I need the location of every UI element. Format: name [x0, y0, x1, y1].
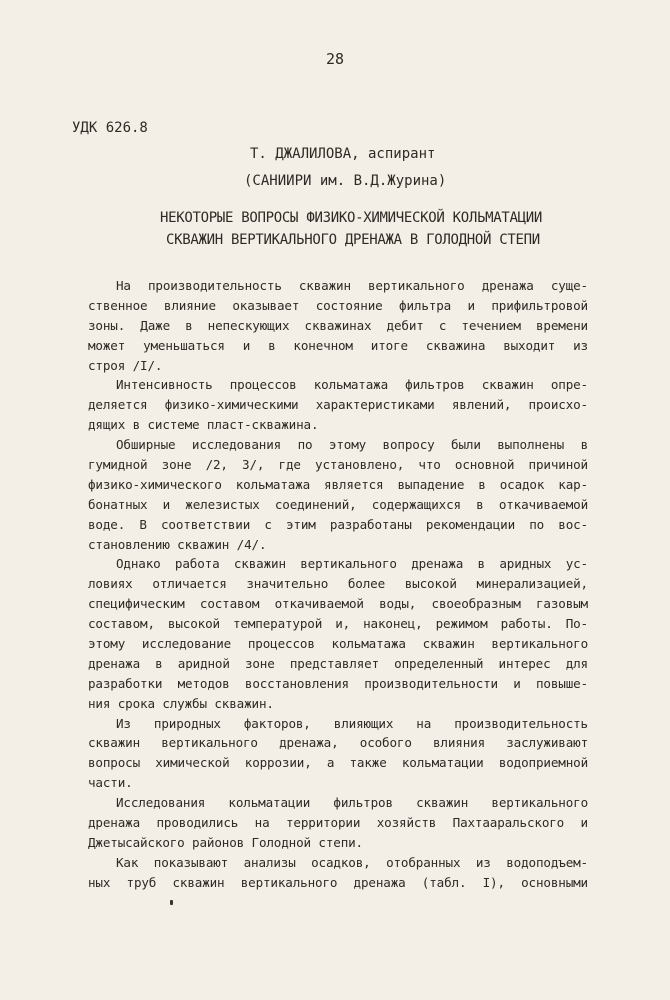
- body-line: дренажа в аридной зоне представляет определенный интерес для: [88, 655, 588, 671]
- affiliation-line: (САНИИРИ им. В.Д.Журина): [244, 173, 447, 189]
- title-line: СКВАЖИН ВЕРТИКАЛЬНОГО ДРЕНАЖА В ГОЛОДНОЙ СТЕПИ: [166, 232, 540, 248]
- body-line: Интенсивность процессов кольматажа фильтров скважин опре-: [116, 377, 588, 393]
- body-line: Джетысайского районов Голодной степи.: [88, 834, 363, 850]
- body-line: дренажа проводились на территории хозяйств Пахтааральского и: [88, 815, 588, 831]
- body-line: ных труб скважин вертикального дренажа (табл. I), основными: [88, 874, 588, 890]
- body-line: бонатных и железистых соединений, содержащихся в откачиваемой: [88, 496, 588, 512]
- body-line: Как показывают анализы осадков, отобранных из водоподъем-: [116, 854, 588, 870]
- body-line: ственное влияние оказывает состояние фильтра и прифильтровой: [88, 297, 588, 313]
- ink-speck: [170, 900, 173, 905]
- body-line: Из природных факторов, влияющих на производительность: [116, 715, 588, 731]
- body-line: дящих в системе пласт-скважина.: [88, 417, 319, 433]
- body-line: деляется физико-химическими характеристиками явлений, происхо-: [88, 397, 588, 413]
- udk-code: УДК 626.8: [72, 120, 148, 136]
- body-line: становлению скважин /4/.: [88, 536, 267, 552]
- author-line: Т. ДЖАЛИЛОВА, аспирант: [250, 146, 436, 162]
- article-body: [88, 276, 588, 893]
- body-line: гумидной зоне /2, 3/, где установлено, что основной причиной: [88, 457, 588, 473]
- body-line: На производительность скважин вертикального дренажа суще-: [116, 278, 588, 293]
- body-line: зоны. Даже в непескующих скважинах дебит с течением времени: [88, 317, 588, 333]
- body-line: скважин вертикального дренажа, особого влияния заслуживают: [88, 735, 588, 751]
- body-line: Исследования кольматации фильтров скважин вертикального: [116, 795, 588, 811]
- body-line: части.: [88, 775, 133, 791]
- body-line: этому исследование процессов кольматажа скважин вертикального: [88, 636, 588, 652]
- body-line: специфическим составом откачиваемой воды, своеобразным газовым: [88, 596, 588, 612]
- body-line: ловиях отличается значительно более высокой минерализацией,: [88, 576, 588, 592]
- body-line: вопросы химической коррозии, а также кольматации водоприемной: [88, 755, 588, 771]
- title-line: НЕКОТОРЫЕ ВОПРОСЫ ФИЗИКО-ХИМИЧЕСКОЙ КОЛЬМАТАЦИИ: [160, 210, 543, 226]
- body-line: составом, высокой температурой и, наконец, режимом работы. По-: [88, 616, 588, 632]
- body-line: Обширные исследования по этому вопросу были выполнены в: [116, 437, 588, 453]
- body-line: может уменьшаться и в конечном итоге скважина выходит из: [88, 337, 588, 353]
- body-line: ния срока службы скважин.: [88, 695, 274, 711]
- article-title: [160, 210, 580, 254]
- page-number: 28: [325, 50, 345, 68]
- body-line: воде. В соответствии с этим разработаны рекомендации по вос-: [88, 516, 588, 532]
- body-line: физико-химического кольматажа является выпадение в осадок кар-: [88, 476, 588, 492]
- body-line: разработки методов восстановления производительности и повыше-: [88, 675, 588, 691]
- body-line: строя /I/.: [88, 357, 163, 373]
- body-line: Однако работа скважин вертикального дренажа в аридных ус-: [116, 556, 588, 572]
